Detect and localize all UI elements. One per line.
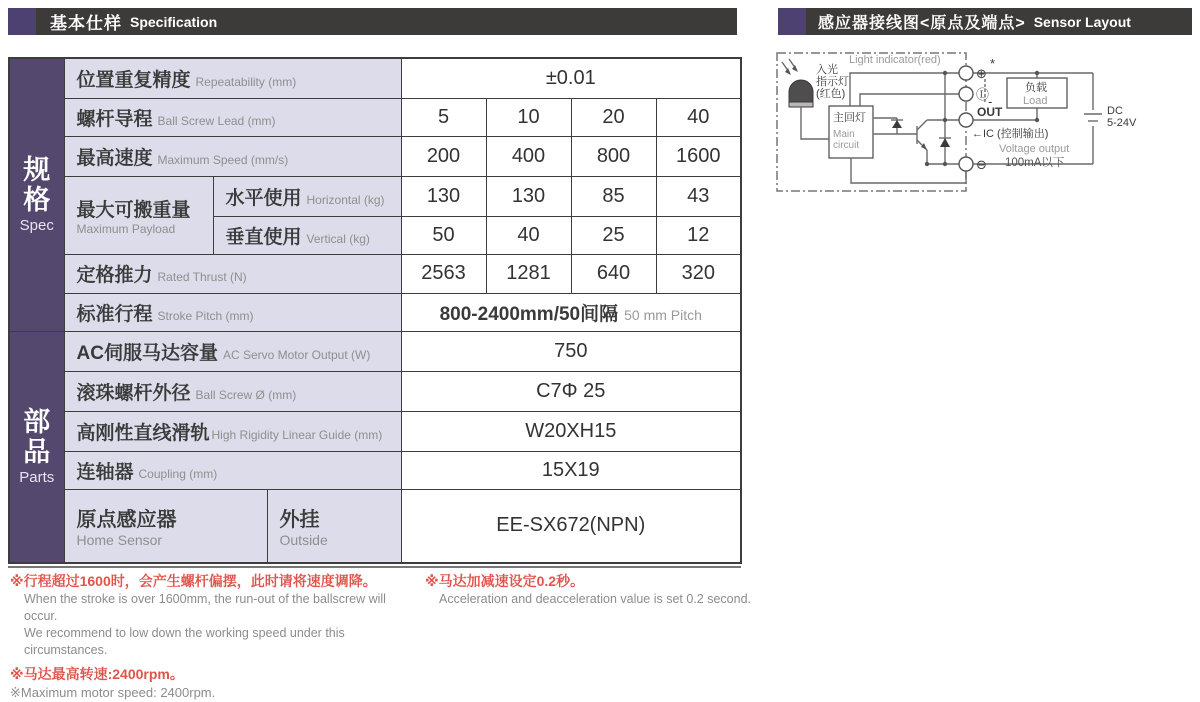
spec-header-title-zh: 基本仕样 bbox=[50, 14, 122, 33]
terminal-out-label: OUT bbox=[977, 105, 1003, 119]
spec-table-wrapper bbox=[8, 57, 742, 564]
value-repeatability: ±0.01 bbox=[401, 58, 741, 98]
value-lead-1: 5 bbox=[401, 98, 486, 136]
led-lamp-icon bbox=[782, 59, 813, 107]
label-servo-output: AC伺服马达容量 AC Servo Motor Output (W) bbox=[64, 331, 401, 371]
terminal-plus-label: ⊕ bbox=[976, 66, 987, 81]
label-home-sensor: 原点感应器 Home Sensor bbox=[64, 489, 267, 563]
value-home-sensor: EE-SX672(NPN) bbox=[401, 489, 741, 563]
value-lead-3: 20 bbox=[571, 98, 656, 136]
label-vertical: 垂直使用 Vertical (kg) bbox=[213, 216, 401, 254]
terminal-plus-star: * bbox=[990, 56, 996, 71]
note-stroke-runout-en1: When the stroke is over 1600mm, the run-out of the ballscrew will occur. bbox=[24, 591, 386, 623]
note-stroke-runout-zh: ※行程超过1600时，会产生螺杆偏摆，此时请将速度调降。 bbox=[10, 573, 377, 589]
table-row bbox=[9, 293, 741, 331]
value-stroke-pitch: 800-2400mm/50间隔 50 mm Pitch bbox=[401, 293, 741, 331]
value-speed-2: 400 bbox=[486, 136, 571, 176]
load-label-en: Load bbox=[1023, 95, 1048, 107]
dc-label-line1: DC bbox=[1107, 105, 1123, 117]
lamp-label-line2: 指示灯 bbox=[816, 76, 849, 88]
label-repeatability: 位置重复精度 Repeatability (mm) bbox=[64, 58, 401, 98]
lamp-label-line1: 入光 bbox=[816, 64, 838, 76]
label-rated-thrust: 定格推力 Rated Thrust (N) bbox=[64, 254, 401, 293]
spec-table bbox=[8, 57, 742, 564]
value-linear-guide: W20XH15 bbox=[401, 411, 741, 451]
current-limit-label: 100mA以下 bbox=[1005, 157, 1065, 169]
label-ball-screw-lead: 螺杆导程 Ball Screw Lead (mm) bbox=[64, 98, 401, 136]
label-horizontal: 水平使用 Horizontal (kg) bbox=[213, 176, 401, 216]
header-accent-square bbox=[778, 8, 806, 35]
footnotes-right bbox=[425, 572, 755, 608]
table-row bbox=[9, 58, 741, 98]
note-motor-speed-zh: ※马达最高转速:2400rpm。 bbox=[10, 666, 184, 683]
value-thrust-1: 2563 bbox=[401, 254, 486, 293]
sidebar-parts-label-en: Parts bbox=[19, 469, 55, 487]
sidebar-spec-label-zh: 规格 bbox=[23, 155, 51, 216]
value-thrust-2: 1281 bbox=[486, 254, 571, 293]
value-ball-screw-dia: C7Φ 25 bbox=[401, 371, 741, 411]
transistor-icon bbox=[917, 120, 927, 150]
zener-diode-icon bbox=[891, 120, 903, 128]
spec-header-title-en: Specification bbox=[130, 13, 218, 30]
ic-output-label: ←IC (控制输出) bbox=[972, 128, 1049, 140]
footnotes-left bbox=[10, 572, 418, 702]
note-motor-speed-en: ※Maximum motor speed: 2400rpm. bbox=[10, 685, 216, 701]
sensor-wiring-diagram bbox=[775, 48, 1195, 205]
value-horizontal-4: 43 bbox=[656, 176, 741, 216]
terminal-minus-label: ⊖ bbox=[976, 157, 987, 172]
table-row bbox=[9, 254, 741, 293]
main-circuit-label-en2: circuit bbox=[833, 140, 860, 151]
table-row bbox=[9, 136, 741, 176]
label-outside: 外挂 Outside bbox=[267, 489, 401, 563]
sidebar-parts-label-zh: 部品 bbox=[23, 407, 51, 468]
sidebar-section-parts bbox=[9, 331, 64, 563]
sensor-header-title-zh: 感应器接线图<原点及端点> bbox=[818, 15, 1026, 32]
value-speed-1: 200 bbox=[401, 136, 486, 176]
value-lead-4: 40 bbox=[656, 98, 741, 136]
lamp-label-line3: (红色) bbox=[816, 88, 846, 100]
value-lead-2: 10 bbox=[486, 98, 571, 136]
note-acceleration-zh: ※马达加减速设定0.2秒。 bbox=[425, 573, 585, 589]
table-row bbox=[9, 411, 741, 451]
terminal-l-label: Ⓛ bbox=[976, 87, 990, 102]
value-servo-output: 750 bbox=[401, 331, 741, 371]
main-circuit-label-zh: 主回灯 bbox=[833, 112, 866, 124]
table-row bbox=[9, 331, 741, 371]
table-row bbox=[9, 371, 741, 411]
main-circuit-label-en1: Main bbox=[833, 129, 855, 140]
value-horizontal-2: 130 bbox=[486, 176, 571, 216]
note-stroke-runout-en2: We recommend to low down the working speed under this circumstances. bbox=[24, 625, 345, 657]
value-horizontal-3: 85 bbox=[571, 176, 656, 216]
battery-icon bbox=[1084, 114, 1102, 121]
label-max-payload: 最大可搬重量 Maximum Payload bbox=[64, 176, 213, 254]
load-label-zh: 负载 bbox=[1025, 82, 1047, 94]
sidebar-section-spec bbox=[9, 58, 64, 331]
light-indicator-label: Light indicator(red) bbox=[849, 54, 941, 66]
value-vertical-2: 40 bbox=[486, 216, 571, 254]
dc-label-line2: 5-24V bbox=[1107, 117, 1137, 129]
value-horizontal-1: 130 bbox=[401, 176, 486, 216]
value-speed-4: 1600 bbox=[656, 136, 741, 176]
table-bottom-shadow bbox=[8, 566, 741, 568]
label-ball-screw-dia: 滚珠螺杆外径 Ball Screw Ø (mm) bbox=[64, 371, 401, 411]
sensor-diagram-svg bbox=[775, 48, 1195, 200]
sensor-header-title-en: Sensor Layout bbox=[1033, 13, 1131, 30]
header-accent-square bbox=[8, 8, 36, 35]
value-thrust-3: 640 bbox=[571, 254, 656, 293]
value-vertical-1: 50 bbox=[401, 216, 486, 254]
table-row bbox=[9, 451, 741, 489]
value-vertical-3: 25 bbox=[571, 216, 656, 254]
value-coupling: 15X19 bbox=[401, 451, 741, 489]
zener-diode-icon bbox=[939, 138, 951, 147]
note-acceleration-en: Acceleration and deacceleration value is set 0.2 second. bbox=[439, 591, 751, 606]
table-row bbox=[9, 98, 741, 136]
label-coupling: 连轴器 Coupling (mm) bbox=[64, 451, 401, 489]
value-thrust-4: 320 bbox=[656, 254, 741, 293]
sidebar-spec-label-en: Spec bbox=[19, 217, 54, 235]
label-linear-guide: 高刚性直线滑轨 High Rigidity Linear Guide (mm) bbox=[64, 411, 401, 451]
value-vertical-4: 12 bbox=[656, 216, 741, 254]
spec-section-header bbox=[8, 8, 737, 35]
value-speed-3: 800 bbox=[571, 136, 656, 176]
label-stroke-pitch: 标准行程 Stroke Pitch (mm) bbox=[64, 293, 401, 331]
sensor-section-header bbox=[778, 8, 1192, 35]
table-row bbox=[9, 489, 741, 563]
voltage-output-label: Voltage output bbox=[999, 143, 1070, 155]
table-row bbox=[9, 176, 741, 216]
label-max-speed: 最高速度 Maximum Speed (mm/s) bbox=[64, 136, 401, 176]
terminal-l-dash: - bbox=[988, 94, 993, 109]
